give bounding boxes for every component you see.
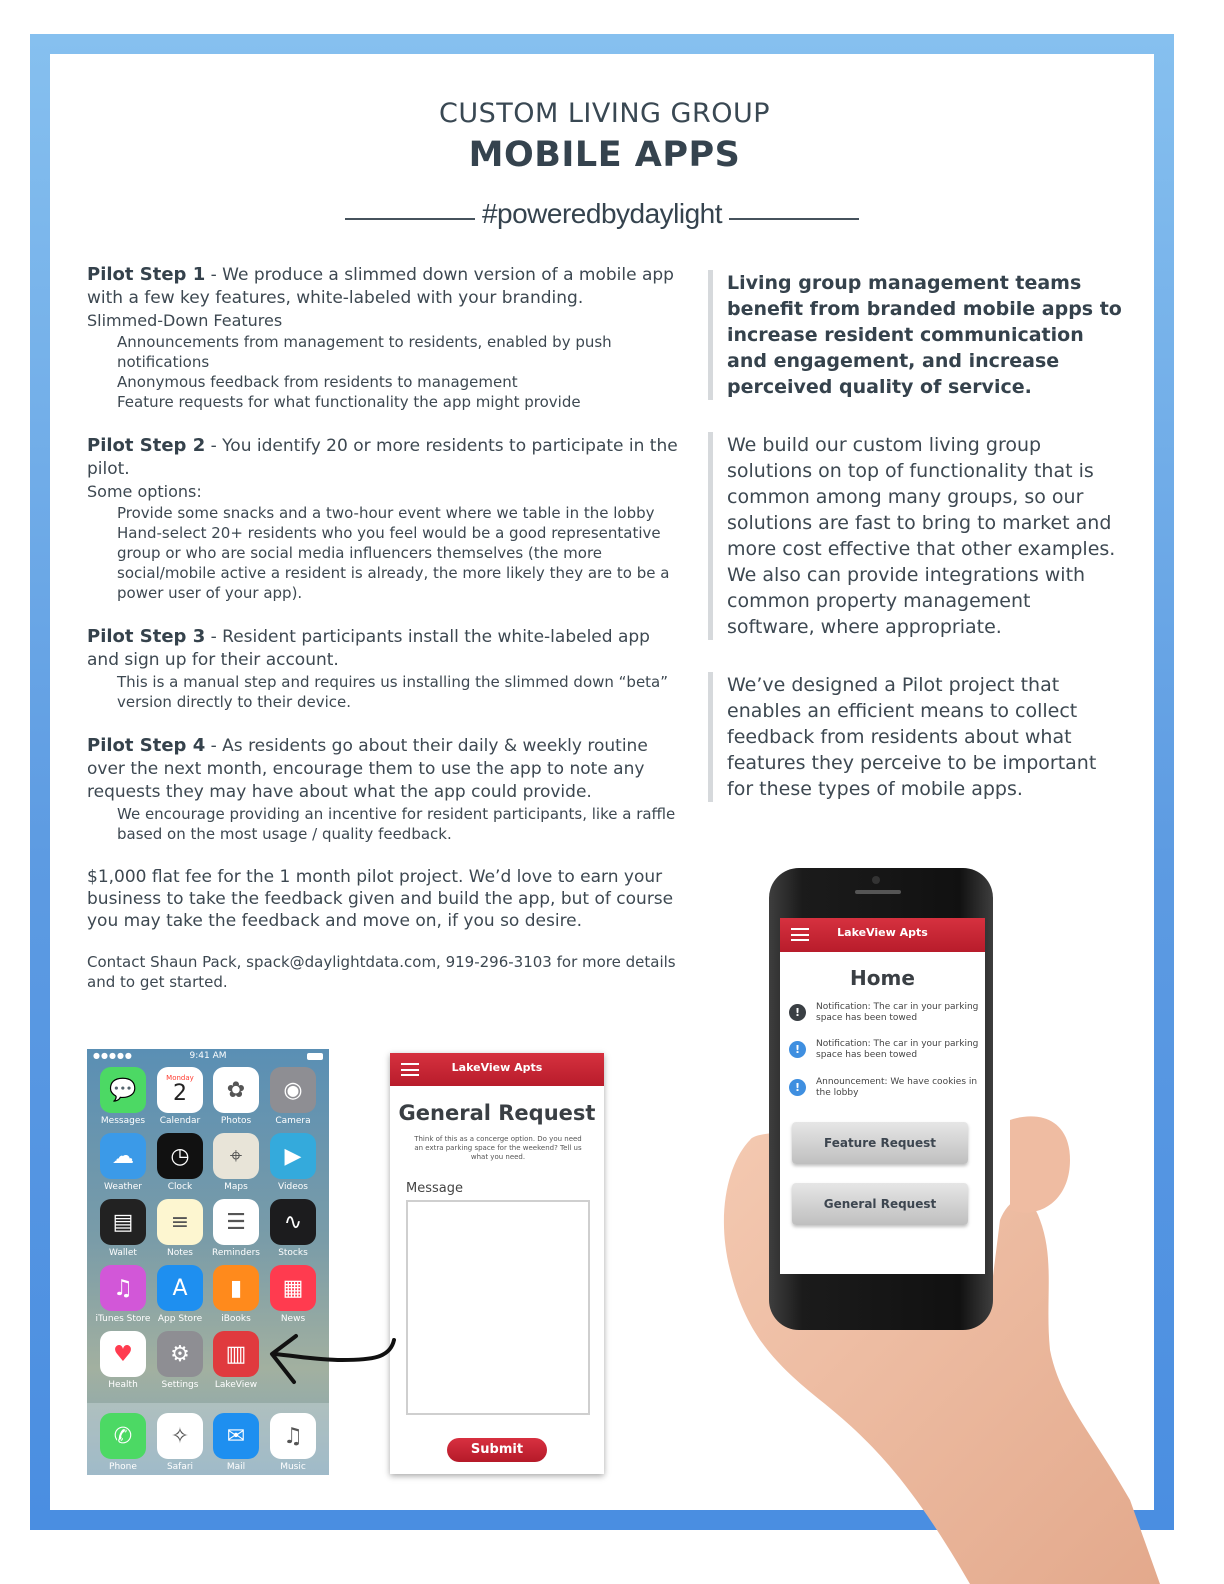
step-text: - As residents go about their daily & weekly routine over the next month, encourage them to use the app to note any requests they may have about what the app could provide. bbox=[87, 736, 648, 802]
app-icon-speech-bubble[interactable]: 💬 bbox=[100, 1067, 146, 1113]
hashtag-row bbox=[345, 198, 859, 238]
notification-text: Announcement: We have cookies in the lobby bbox=[816, 1077, 978, 1098]
step-4 bbox=[87, 734, 687, 844]
app-label: Clock bbox=[167, 1182, 193, 1192]
app-icon-camera[interactable]: ◉ bbox=[270, 1067, 316, 1113]
status-time: 9:41 AM bbox=[189, 1051, 227, 1061]
ios-home-screen bbox=[87, 1049, 329, 1475]
app-label: Health bbox=[108, 1380, 138, 1390]
app-label: Photos bbox=[220, 1116, 252, 1126]
app-icon-building[interactable]: ▥ bbox=[213, 1331, 259, 1377]
message-label: Message bbox=[406, 1181, 463, 1196]
app-icon-compass[interactable]: ✧ bbox=[157, 1413, 203, 1459]
screen-description: Think of this as a concerge option. Do you need an extra parking space for the weekend? Tell us what you need. bbox=[414, 1135, 582, 1161]
steps-column bbox=[87, 263, 687, 992]
signal-icon: ●●●●● bbox=[93, 1051, 133, 1060]
app-label: Reminders bbox=[212, 1248, 260, 1258]
general-request-screen bbox=[390, 1053, 604, 1474]
app-label: iBooks bbox=[221, 1314, 251, 1324]
app-brand: LakeView Apts bbox=[451, 1061, 543, 1074]
smartphone bbox=[769, 868, 993, 1330]
list-item: Hand-select 20+ residents who you feel would be a good representative group or who are social media influencers themselves (the more social/mobile active a resident is already, the more likely they are to be a power user of your app). bbox=[117, 524, 670, 602]
phone-screen bbox=[780, 918, 985, 1274]
alert-icon: ! bbox=[789, 1004, 806, 1021]
battery-icon bbox=[307, 1053, 323, 1060]
pull-quote: Living group management teams benefit from branded mobile apps to increase resident communication and engagement, and increase perceived quality of service. bbox=[708, 270, 1124, 400]
app-icon-gear[interactable]: ⚙ bbox=[157, 1331, 203, 1377]
app-brand: LakeView Apts bbox=[837, 926, 928, 939]
message-textarea[interactable] bbox=[406, 1200, 590, 1415]
screen-title: Home bbox=[850, 966, 915, 990]
app-icon-clock[interactable]: ◷ bbox=[157, 1133, 203, 1179]
sidebar-paragraph: We’ve designed a Pilot project that enables an efficient means to collect feedback from residents about what features they perceive to be important for these types of mobile apps. bbox=[708, 672, 1124, 802]
app-icon-envelope[interactable]: ✉ bbox=[213, 1413, 259, 1459]
sidebar-paragraph: We build our custom living group solutions on top of functionality that is common among many groups, so our solutions are fast to bring to market and more cost effective that other examples. We also can provide integrations with common property management software, where appropriate. bbox=[708, 432, 1124, 640]
app-label: Phone bbox=[109, 1462, 137, 1472]
step-list bbox=[87, 804, 687, 844]
app-label: App Store bbox=[157, 1314, 203, 1324]
step-list bbox=[87, 503, 687, 603]
app-label: Camera bbox=[275, 1116, 311, 1126]
app-label: Music bbox=[280, 1462, 306, 1472]
step-title: Pilot Step 1 bbox=[87, 264, 206, 285]
step-2 bbox=[87, 434, 687, 603]
screen-title: General Request bbox=[398, 1101, 596, 1125]
app-label: Settings bbox=[161, 1380, 199, 1390]
app-label: Calendar bbox=[159, 1116, 201, 1126]
list-item: Feature requests for what functionality the app might provide bbox=[117, 393, 581, 411]
calendar-day: Monday bbox=[166, 1074, 194, 1082]
general-request-button[interactable]: General Request bbox=[792, 1183, 968, 1225]
step-list bbox=[87, 672, 687, 712]
app-icon-book[interactable]: ▮ bbox=[213, 1265, 259, 1311]
app-label: Wallet bbox=[109, 1248, 137, 1258]
app-header-bar bbox=[390, 1053, 604, 1086]
page-header bbox=[0, 98, 1209, 175]
app-icon-phone[interactable]: ✆ bbox=[100, 1413, 146, 1459]
app-icon-music-note[interactable]: ♫ bbox=[270, 1413, 316, 1459]
app-label: News bbox=[280, 1314, 306, 1324]
speaker-grille bbox=[855, 890, 901, 894]
feature-request-button[interactable]: Feature Request bbox=[792, 1122, 968, 1164]
app-icon-music-note[interactable]: ♫ bbox=[100, 1265, 146, 1311]
notification-item[interactable] bbox=[789, 1077, 979, 1107]
page-title: MOBILE APPS bbox=[468, 135, 741, 175]
hashtag: #poweredbydaylight bbox=[481, 198, 723, 229]
app-icon-wallet[interactable]: ▤ bbox=[100, 1199, 146, 1245]
app-icon-clapper[interactable]: ▶ bbox=[270, 1133, 316, 1179]
app-icon-newspaper[interactable]: ▦ bbox=[270, 1265, 316, 1311]
app-label: Messages bbox=[100, 1116, 146, 1126]
info-icon: ! bbox=[789, 1041, 806, 1058]
step-subheading: Slimmed-Down Features bbox=[87, 311, 283, 330]
pricing-text: $1,000 flat fee for the 1 month pilot project. We’d love to earn your business to take the feedback given and build the app, but of course you may take the feedback and move on, if you so desire. bbox=[87, 867, 674, 931]
step-text: - We produce a slimmed down version of a mobile app with a few key features, white-labeled with your branding. bbox=[87, 265, 674, 308]
notification-item[interactable] bbox=[789, 1002, 979, 1032]
app-header-bar bbox=[780, 918, 985, 952]
list-item: We encourage providing an incentive for resident participants, like a raffle based on the most usage / quality feedback. bbox=[117, 805, 676, 843]
header-subtitle: CUSTOM LIVING GROUP bbox=[439, 98, 770, 129]
camera-icon bbox=[872, 876, 880, 884]
step-title: Pilot Step 2 bbox=[87, 435, 206, 456]
step-title: Pilot Step 3 bbox=[87, 626, 206, 647]
step-list bbox=[87, 332, 687, 412]
list-item: Anonymous feedback from residents to management bbox=[117, 373, 518, 391]
step-text: - Resident participants install the white-labeled app and sign up for their account. bbox=[87, 627, 650, 670]
app-label: Videos bbox=[278, 1182, 308, 1192]
app-label: Stocks bbox=[278, 1248, 308, 1258]
step-1 bbox=[87, 263, 687, 412]
divider-right bbox=[729, 218, 859, 220]
app-icon-notes[interactable]: ≡ bbox=[157, 1199, 203, 1245]
app-label: Maps bbox=[224, 1182, 248, 1192]
app-label: Notes bbox=[167, 1248, 193, 1258]
contact-text: Contact Shaun Pack, spack@daylightdata.com, 919-296-3103 for more details and to get started. bbox=[87, 953, 676, 991]
sidebar-column bbox=[708, 270, 1124, 834]
list-item: Announcements from management to residents, enabled by push notifications bbox=[117, 333, 612, 371]
submit-button[interactable]: Submit bbox=[447, 1438, 547, 1462]
notification-text: Notification: The car in your parking space has been towed bbox=[816, 1002, 979, 1023]
notification-item[interactable] bbox=[789, 1039, 979, 1069]
calendar-date: 2 bbox=[173, 1081, 187, 1106]
step-title: Pilot Step 4 bbox=[87, 735, 206, 756]
app-icon-chart[interactable]: ∿ bbox=[270, 1199, 316, 1245]
app-icon-map[interactable]: ⌖ bbox=[213, 1133, 259, 1179]
list-item: This is a manual step and requires us installing the slimmed down “beta” version directly to their device. bbox=[117, 673, 669, 711]
app-label: LakeView bbox=[214, 1380, 258, 1390]
step-3 bbox=[87, 625, 687, 712]
list-item: Provide some snacks and a two-hour event where we table in the lobby bbox=[117, 504, 655, 522]
app-label: Mail bbox=[226, 1462, 246, 1472]
app-label: Weather bbox=[104, 1182, 142, 1192]
app-icon-cloud-sun[interactable]: ☁ bbox=[100, 1133, 146, 1179]
info-icon: ! bbox=[789, 1079, 806, 1096]
app-icon-list[interactable]: ☰ bbox=[213, 1199, 259, 1245]
arrow-icon bbox=[262, 1330, 396, 1392]
app-label: Safari bbox=[166, 1462, 194, 1472]
app-icon-flower[interactable]: ✿ bbox=[213, 1067, 259, 1113]
app-icon-calendar[interactable] bbox=[157, 1067, 203, 1113]
app-icon-heart[interactable]: ♥ bbox=[100, 1331, 146, 1377]
app-label: iTunes Store bbox=[95, 1314, 151, 1324]
step-subheading: Some options: bbox=[87, 482, 202, 501]
notification-text: Notification: The car in your parking space has been towed bbox=[816, 1039, 979, 1060]
app-icon-app-store[interactable]: A bbox=[157, 1265, 203, 1311]
step-text: - You identify 20 or more residents to participate in the pilot. bbox=[87, 436, 678, 479]
